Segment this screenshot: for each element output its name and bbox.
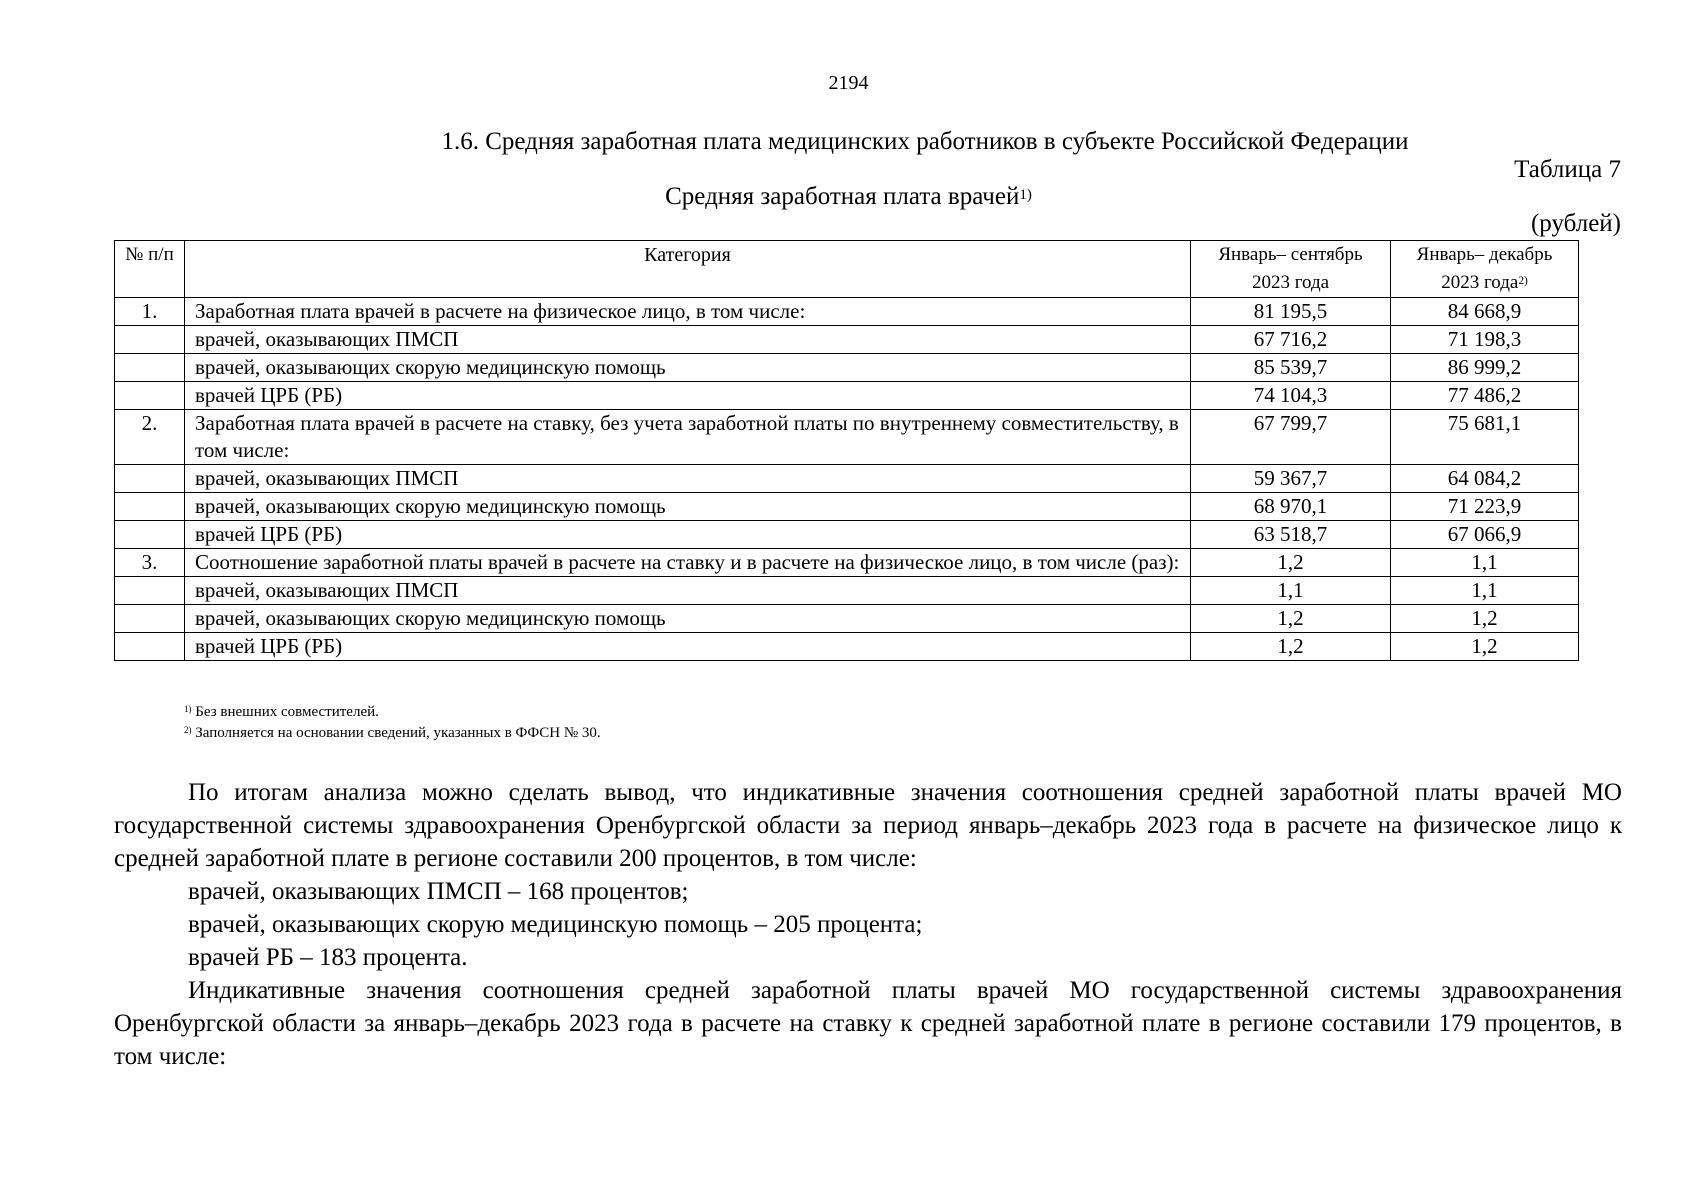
footnote-text: Без внешних совместителей. bbox=[195, 704, 379, 720]
row-value-jan-sep: 59 367,7 bbox=[1191, 465, 1391, 493]
row-value-jan-sep: 85 539,7 bbox=[1191, 354, 1391, 382]
row-number bbox=[115, 326, 185, 354]
table-title-footnote-mark: 1) bbox=[1019, 186, 1032, 203]
table-row bbox=[115, 326, 1579, 354]
row-value-jan-sep: 1,2 bbox=[1191, 549, 1391, 577]
table-row bbox=[115, 382, 1579, 410]
header-jan-dec-text: Январь– декабрь 2023 года bbox=[1416, 244, 1553, 293]
row-category: врачей, оказывающих скорую медицинскую помощь bbox=[185, 354, 1191, 382]
paragraph: По итогам анализа можно сделать вывод, что индикативные значения соотношения средней заработной платы врачей МО государственной системы здравоохранения Оренбургской области за период январь–декабрь 2023 года в расчете на физическое лицо к средней заработной плате в регионе составили 200 процентов, в том числе: bbox=[114, 779, 1622, 872]
table-row bbox=[115, 410, 1579, 465]
row-value-jan-sep: 74 104,3 bbox=[1191, 382, 1391, 410]
table-row bbox=[115, 577, 1579, 605]
footnote bbox=[184, 723, 601, 744]
header-jan-dec-footnote-mark: 2) bbox=[1518, 275, 1528, 288]
row-value-jan-sep: 81 195,5 bbox=[1191, 298, 1391, 326]
header-jan-dec bbox=[1391, 241, 1579, 298]
body-text bbox=[114, 776, 1622, 1073]
row-number: 3. bbox=[115, 549, 185, 577]
row-number bbox=[115, 354, 185, 382]
row-value-jan-dec: 86 999,2 bbox=[1391, 354, 1579, 382]
row-category: врачей, оказывающих ПМСП bbox=[185, 577, 1191, 605]
row-number bbox=[115, 521, 185, 549]
table-body bbox=[115, 298, 1579, 661]
table-row bbox=[115, 493, 1579, 521]
paragraph: Индикативные значения соотношения средней заработной платы врачей МО государственной системы здравоохранения Оренбургской области за январь–декабрь 2023 года в расчете на ставку к средней заработной плате в регионе составили 179 процентов, в том числе: bbox=[114, 977, 1622, 1070]
list-item: врачей РБ – 183 процента. bbox=[188, 944, 468, 971]
row-value-jan-dec: 84 668,9 bbox=[1391, 298, 1579, 326]
row-value-jan-dec: 1,1 bbox=[1391, 549, 1579, 577]
row-number bbox=[115, 633, 185, 661]
table-label: Таблица 7 bbox=[1514, 156, 1621, 183]
row-number bbox=[115, 465, 185, 493]
list-item: врачей, оказывающих ПМСП – 168 процентов; bbox=[188, 878, 689, 905]
salary-table bbox=[114, 240, 1579, 661]
page-number: 2194 bbox=[828, 72, 869, 94]
row-category: врачей ЦРБ (РБ) bbox=[185, 521, 1191, 549]
row-number bbox=[115, 577, 185, 605]
table-row bbox=[115, 549, 1579, 577]
row-category: Заработная плата врачей в расчете на ставку, без учета заработной платы по внутреннему совместительству, в том числе: bbox=[185, 410, 1191, 465]
row-value-jan-dec: 77 486,2 bbox=[1391, 382, 1579, 410]
table-header-row bbox=[115, 241, 1579, 298]
row-category: врачей ЦРБ (РБ) bbox=[185, 633, 1191, 661]
row-value-jan-sep: 67 799,7 bbox=[1191, 410, 1391, 465]
row-value-jan-dec: 67 066,9 bbox=[1391, 521, 1579, 549]
table-units: (рублей) bbox=[1530, 210, 1621, 237]
footnote-mark: 1) bbox=[184, 703, 192, 714]
row-value-jan-dec: 71 198,3 bbox=[1391, 326, 1579, 354]
table-row bbox=[115, 354, 1579, 382]
row-number bbox=[115, 493, 185, 521]
row-value-jan-dec: 1,1 bbox=[1391, 577, 1579, 605]
row-value-jan-dec: 64 084,2 bbox=[1391, 465, 1579, 493]
row-value-jan-sep: 1,1 bbox=[1191, 577, 1391, 605]
row-category: врачей, оказывающих ПМСП bbox=[185, 465, 1191, 493]
row-number bbox=[115, 605, 185, 633]
table-title bbox=[0, 183, 1697, 211]
row-category: врачей ЦРБ (РБ) bbox=[185, 382, 1191, 410]
row-category: Соотношение заработной платы врачей в расчете на ставку и в расчете на физическое лицо, в том числе (раз): bbox=[185, 549, 1191, 577]
header-category: Категория bbox=[185, 241, 1191, 298]
row-value-jan-sep: 63 518,7 bbox=[1191, 521, 1391, 549]
row-category: врачей, оказывающих ПМСП bbox=[185, 326, 1191, 354]
row-value-jan-sep: 1,2 bbox=[1191, 633, 1391, 661]
row-value-jan-sep: 1,2 bbox=[1191, 605, 1391, 633]
table-row bbox=[115, 465, 1579, 493]
row-category: врачей, оказывающих скорую медицинскую помощь bbox=[185, 493, 1191, 521]
section-title: 1.6. Средняя заработная плата медицинских работников в субъекте Российской Федерации bbox=[441, 128, 1409, 155]
footnote-mark: 2) bbox=[184, 724, 192, 735]
row-category: Заработная плата врачей в расчете на физическое лицо, в том числе: bbox=[185, 298, 1191, 326]
row-number bbox=[115, 382, 185, 410]
footnotes bbox=[184, 702, 601, 744]
footnote bbox=[184, 702, 601, 723]
row-value-jan-dec: 1,2 bbox=[1391, 605, 1579, 633]
row-category: врачей, оказывающих скорую медицинскую помощь bbox=[185, 605, 1191, 633]
row-number: 1. bbox=[115, 298, 185, 326]
list-item: врачей, оказывающих скорую медицинскую помощь – 205 процента; bbox=[188, 911, 923, 938]
footnote-text: Заполняется на основании сведений, указанных в ФФСН № 30. bbox=[195, 725, 601, 741]
header-jan-sep: Январь– сентябрь 2023 года bbox=[1191, 241, 1391, 298]
table-row bbox=[115, 521, 1579, 549]
row-value-jan-dec: 1,2 bbox=[1391, 633, 1579, 661]
header-num: № п/п bbox=[115, 241, 185, 298]
row-number: 2. bbox=[115, 410, 185, 465]
table-row bbox=[115, 298, 1579, 326]
table-row bbox=[115, 605, 1579, 633]
row-value-jan-dec: 71 223,9 bbox=[1391, 493, 1579, 521]
row-value-jan-sep: 67 716,2 bbox=[1191, 326, 1391, 354]
row-value-jan-sep: 68 970,1 bbox=[1191, 493, 1391, 521]
table-title-text: Средняя заработная плата врачей bbox=[665, 183, 1020, 210]
table-row bbox=[115, 633, 1579, 661]
row-value-jan-dec: 75 681,1 bbox=[1391, 410, 1579, 465]
